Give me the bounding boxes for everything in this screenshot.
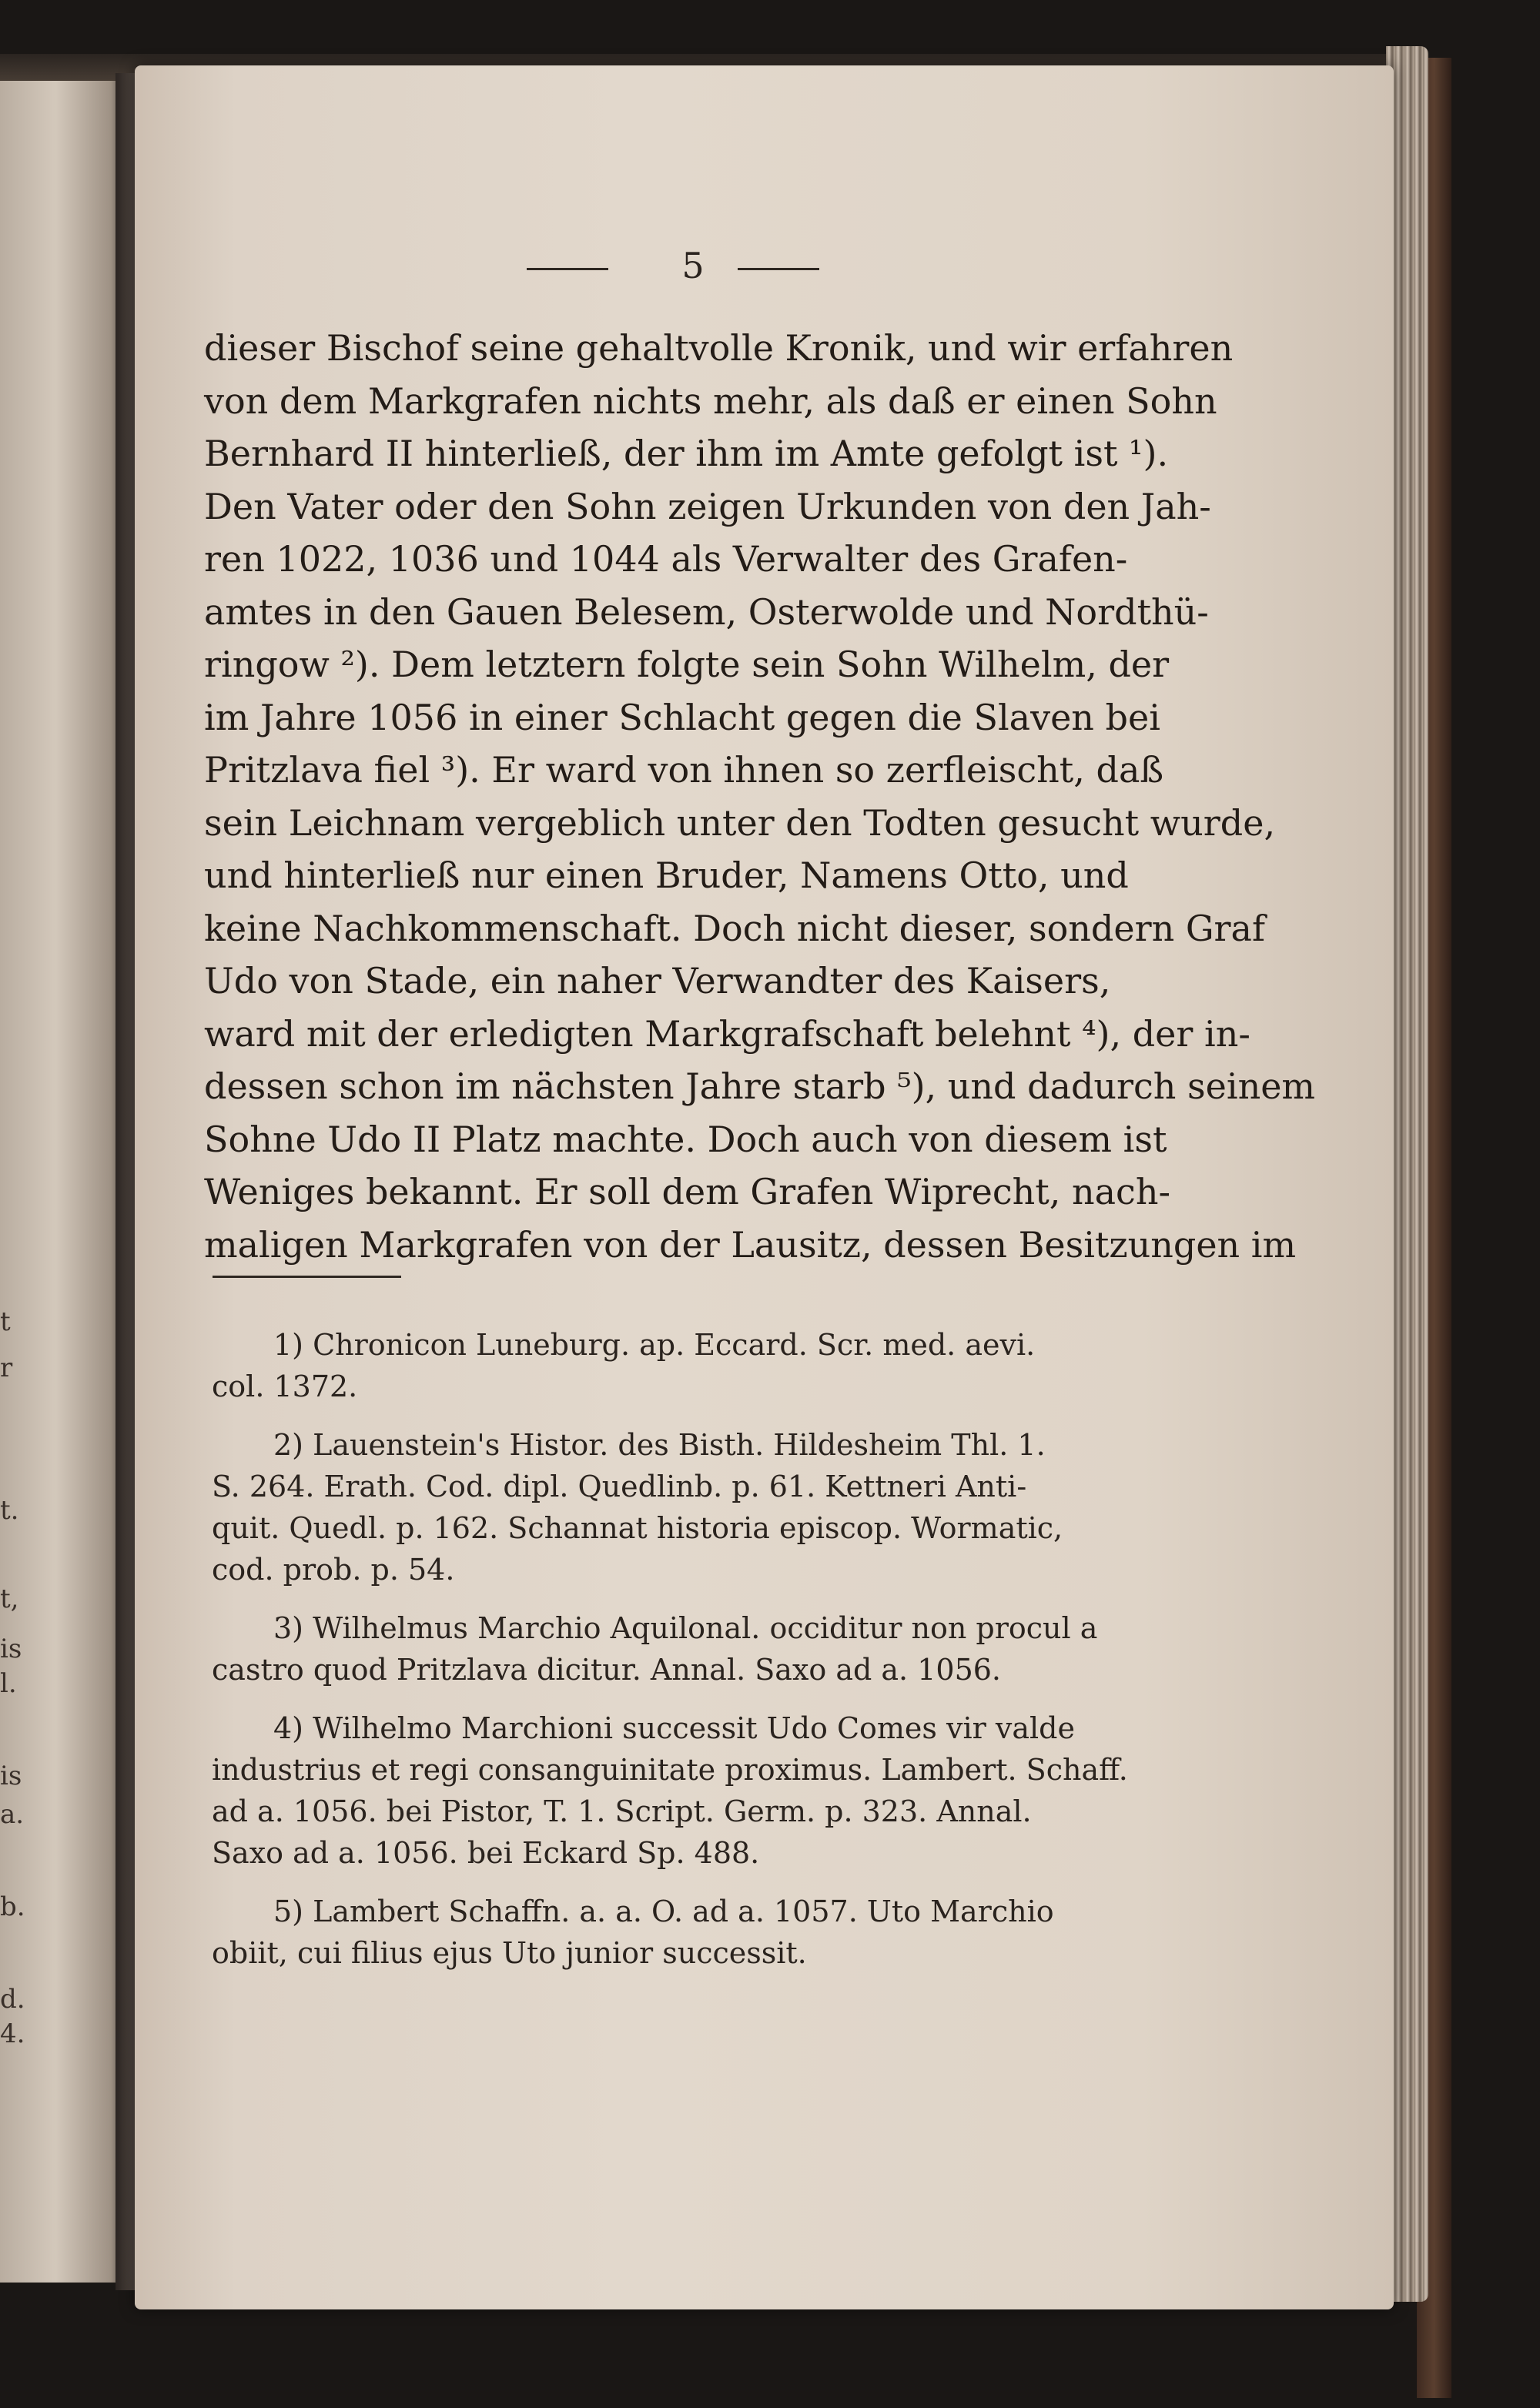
footnotes — [212, 1324, 1167, 1991]
facing-page-fragment: d. — [0, 1984, 25, 2015]
body-line: amtes in den Gauen Belesem, Osterwolde und Nordthü- — [204, 590, 1209, 633]
body-line: ward mit der erledigten Markgrafschaft belehnt ⁴), der in- — [204, 1012, 1250, 1055]
facing-page-fragment: t, — [0, 1584, 19, 1614]
body-line: ren 1022, 1036 und 1044 als Verwalter des Grafen- — [204, 538, 1128, 580]
footnote-line: cod. prob. p. 54. — [212, 1553, 455, 1587]
body-line: dieser Bischof seine gehaltvolle Kronik, und wir erfahren — [204, 327, 1234, 369]
footnote-line: 5) Lambert Schaffn. a. a. O. ad a. 1057. Uto Marchio — [273, 1895, 1054, 1928]
body-line: Den Vater oder den Sohn zeigen Urkunden von den Jah- — [204, 485, 1211, 527]
body-line: maligen Markgrafen von der Lausitz, dessen Besitzungen im — [204, 1223, 1297, 1266]
body-line: von dem Markgrafen nichts mehr, als daß er einen Sohn — [204, 380, 1217, 422]
body-line: Udo von Stade, ein naher Verwandter des Kaisers, — [204, 960, 1111, 1002]
body-line: Weniges bekannt. Er soll dem Grafen Wiprecht, nach- — [204, 1171, 1170, 1212]
footnote-1 — [212, 1324, 1167, 1407]
facing-page-fragment: b. — [0, 1891, 25, 1922]
body-line: und hinterließ nur einen Bruder, Namens Otto, und — [204, 855, 1129, 896]
footnote-3 — [212, 1607, 1167, 1691]
header-rule-left — [527, 268, 608, 270]
facing-page-fragment: 4. — [0, 2018, 25, 2049]
footnote-line: castro quod Pritzlava dicitur. Annal. Saxo ad a. 1056. — [212, 1653, 1001, 1687]
footnote-2 — [212, 1424, 1167, 1590]
footnote-5 — [212, 1891, 1167, 1974]
facing-page-fragment: r — [0, 1353, 13, 1383]
body-line: im Jahre 1056 in einer Schlacht gegen die Slaven bei — [204, 696, 1160, 738]
body-line: Pritzlava fiel ³). Er ward von ihnen so zerfleischt, daß — [204, 749, 1164, 791]
footnote-line: ad a. 1056. bei Pistor, T. 1. Script. Germ. p. 323. Annal. — [212, 1794, 1032, 1828]
facing-page-fragment: l. — [0, 1668, 17, 1699]
facing-page-fragment: is — [0, 1761, 22, 1791]
footnote-rule — [213, 1276, 401, 1278]
header-rule-right — [738, 268, 819, 270]
facing-page-fragment: a. — [0, 1799, 25, 1830]
footnote-line: 3) Wilhelmus Marchio Aquilonal. occiditur non procul a — [273, 1611, 1098, 1645]
footnote-line: industrius et regi consanguinitate proximus. Lambert. Schaff. — [212, 1753, 1128, 1787]
footnote-line: 4) Wilhelmo Marchioni successit Udo Comes vir valde — [273, 1711, 1075, 1745]
body-line: dessen schon im nächsten Jahre starb ⁵), und dadurch seinem — [204, 1065, 1316, 1107]
body-line: sein Leichnam vergeblich unter den Todten gesucht wurde, — [204, 801, 1276, 844]
body-text — [204, 322, 1316, 1271]
body-line: Bernhard II hinterließ, der ihm im Amte gefolgt ist ¹). — [204, 433, 1169, 474]
footnote-line: 1) Chronicon Luneburg. ap. Eccard. Scr. med. aevi. — [273, 1328, 1036, 1362]
body-line: Sohne Udo II Platz machte. Doch auch von diesem ist — [204, 1118, 1167, 1160]
footnote-line: obiit, cui filius ejus Uto junior successit. — [212, 1936, 807, 1970]
footnote-line: 2) Lauenstein's Histor. des Bisth. Hildesheim Thl. 1. — [273, 1428, 1046, 1462]
footnote-line: S. 264. Erath. Cod. dipl. Quedlinb. p. 61. Kettneri Anti- — [212, 1470, 1027, 1503]
facing-page — [0, 81, 123, 2283]
footnote-line: col. 1372. — [212, 1370, 358, 1403]
page-number: 5 — [681, 245, 705, 286]
footnote-line: Saxo ad a. 1056. bei Eckard Sp. 488. — [212, 1836, 760, 1870]
body-line: ringow ²). Dem letztern folgte sein Sohn Wilhelm, der — [204, 644, 1170, 685]
facing-page-fragment: is — [0, 1634, 22, 1664]
facing-page-fragment: t. — [0, 1495, 19, 1526]
footnote-4 — [212, 1707, 1167, 1874]
body-line: keine Nachkommenschaft. Doch nicht dieser, sondern Graf — [204, 907, 1266, 949]
footnote-line: quit. Quedl. p. 162. Schannat historia episcop. Wormatic, — [212, 1511, 1063, 1545]
facing-page-fragment: t — [0, 1306, 11, 1337]
